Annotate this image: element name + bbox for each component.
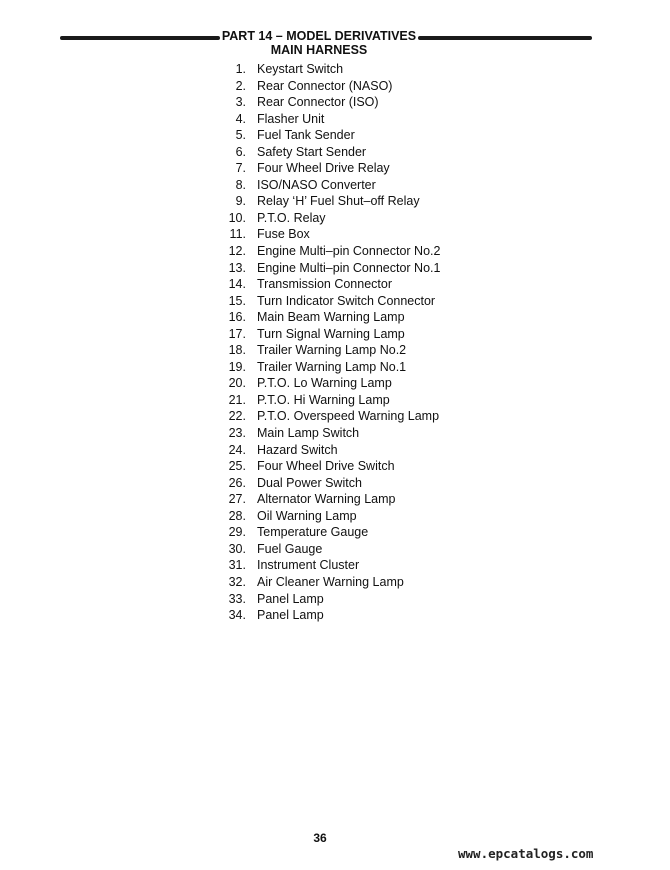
list-item [220, 408, 440, 425]
item-number: 34. [228, 608, 246, 623]
item-number: 25. [228, 459, 246, 474]
item-number: 13. [228, 260, 246, 275]
item-label: Dual Power Switch [257, 475, 362, 490]
list-item [220, 359, 440, 376]
item-number: 23. [228, 426, 246, 441]
list-item [220, 144, 440, 161]
item-label: Safety Start Sender [257, 144, 367, 159]
item-label: Hazard Switch [257, 442, 338, 457]
item-label: Four Wheel Drive Relay [257, 161, 390, 176]
item-label: Trailer Warning Lamp No.1 [257, 359, 407, 374]
list-item [220, 260, 440, 277]
list-item [220, 524, 440, 541]
item-number: 27. [228, 492, 246, 507]
item-number: 24. [228, 442, 246, 457]
item-number: 22. [228, 409, 246, 424]
item-label: Oil Warning Lamp [257, 508, 357, 523]
watermark: www.epcatalogs.com [458, 846, 594, 861]
item-number: 1. [235, 62, 246, 76]
list-item [220, 177, 440, 194]
item-label: Air Cleaner Warning Lamp [257, 574, 404, 589]
item-label: Rear Connector (NASO) [257, 78, 393, 93]
item-label: Turn Signal Warning Lamp [257, 326, 405, 341]
item-label: Instrument Cluster [257, 558, 360, 573]
parts-list [220, 61, 440, 624]
item-number: 4. [235, 111, 246, 126]
item-label: ISO/NASO Converter [257, 177, 376, 192]
item-label: P.T.O. Relay [257, 210, 326, 225]
item-number: 5. [235, 128, 246, 143]
item-number: 16. [228, 310, 246, 325]
item-label: P.T.O. Hi Warning Lamp [257, 392, 390, 407]
list-item [220, 491, 440, 508]
item-number: 15. [228, 293, 246, 308]
list-item [220, 293, 440, 310]
list-item [220, 309, 440, 326]
item-number: 7. [235, 161, 246, 176]
item-label: Fuel Tank Sender [257, 128, 355, 143]
item-label: Fuel Gauge [257, 541, 323, 556]
item-number: 14. [228, 277, 246, 292]
item-label: Panel Lamp [257, 608, 324, 623]
list-item [220, 127, 440, 144]
list-item [220, 458, 440, 475]
title-line-2: MAIN HARNESS [270, 43, 368, 57]
list-item [220, 392, 440, 409]
item-number: 6. [235, 144, 246, 159]
item-label: Engine Multi–pin Connector No.2 [257, 244, 441, 259]
item-label: Relay ‘H’ Fuel Shut–off Relay [257, 194, 420, 209]
item-number: 30. [228, 541, 246, 556]
item-number: 2. [235, 78, 246, 93]
item-number: 28. [228, 508, 246, 523]
item-number: 12. [228, 244, 246, 259]
item-label: Trailer Warning Lamp No.2 [257, 343, 407, 358]
heading-rule-left [60, 36, 220, 40]
item-number: 31. [228, 558, 246, 573]
item-number: 11. [229, 227, 246, 242]
item-label: Alternator Warning Lamp [257, 492, 396, 507]
list-item [220, 425, 440, 442]
item-number: 32. [228, 574, 246, 589]
item-label: P.T.O. Lo Warning Lamp [257, 376, 392, 391]
list-item [220, 541, 440, 558]
list-item [220, 226, 440, 243]
item-label: Main Lamp Switch [257, 426, 360, 441]
list-item [220, 326, 440, 343]
item-number: 29. [228, 525, 246, 540]
list-item [220, 508, 440, 525]
item-label: Fuse Box [257, 227, 310, 242]
item-number: 20. [228, 376, 246, 391]
list-item [220, 342, 440, 359]
list-item [220, 111, 440, 128]
item-label: P.T.O. Overspeed Warning Lamp [257, 409, 440, 424]
item-label: Turn Indicator Switch Connector [257, 293, 436, 308]
item-label: Transmission Connector [257, 277, 393, 292]
heading-rule-right [418, 36, 592, 40]
list-item [220, 193, 440, 210]
list-item [220, 78, 440, 95]
item-number: 17. [228, 326, 246, 341]
item-label: Engine Multi–pin Connector No.1 [257, 260, 441, 275]
list-item [220, 591, 440, 608]
item-number: 10. [228, 210, 246, 225]
item-label: Main Beam Warning Lamp [257, 310, 405, 325]
item-label: Temperature Gauge [257, 525, 369, 540]
item-label: Panel Lamp [257, 591, 324, 606]
item-number: 33. [228, 591, 246, 606]
list-item [220, 442, 440, 459]
list-item [220, 243, 440, 260]
list-item [220, 574, 440, 591]
list-item [220, 475, 440, 492]
item-label: Four Wheel Drive Switch [257, 459, 395, 474]
list-item [220, 61, 440, 78]
item-number: 3. [235, 95, 246, 110]
list-item [220, 94, 440, 111]
page-number: 36 [313, 831, 327, 845]
item-number: 18. [228, 343, 246, 358]
item-number: 26. [228, 475, 246, 490]
list-item [220, 160, 440, 177]
item-label: Keystart Switch [257, 62, 344, 76]
item-label: Flasher Unit [257, 111, 325, 126]
item-label: Rear Connector (ISO) [257, 95, 379, 110]
item-number: 21. [228, 392, 246, 407]
item-number: 19. [228, 359, 246, 374]
item-number: 9. [235, 194, 246, 209]
item-number: 8. [235, 177, 246, 192]
list-item [220, 210, 440, 227]
list-item [220, 375, 440, 392]
title-line-1: PART 14 – MODEL DERIVATIVES [221, 29, 417, 43]
page-title [220, 29, 418, 57]
list-item [220, 276, 440, 293]
list-item [220, 607, 440, 624]
list-item [220, 557, 440, 574]
